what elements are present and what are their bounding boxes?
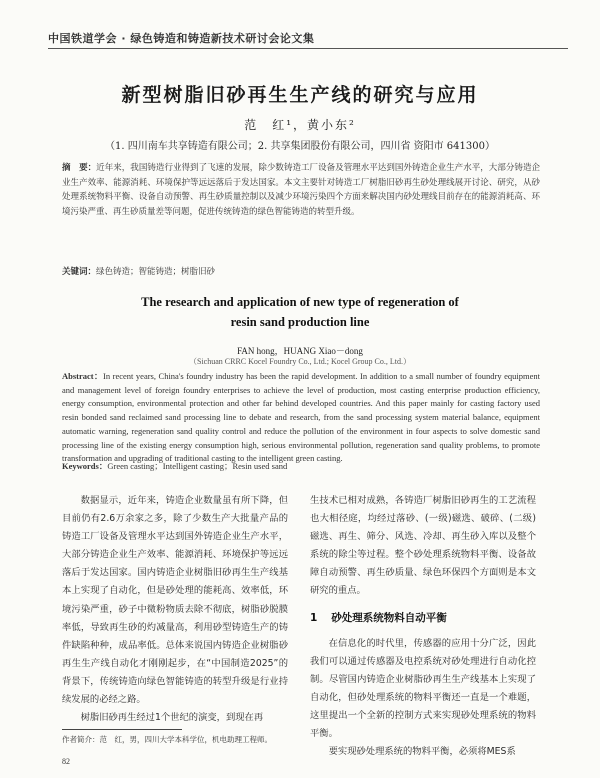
header-rule xyxy=(48,48,568,49)
authors-cn: 范 红¹，黄小东² xyxy=(244,118,356,132)
authors-en: FAN hong，HUANG Xiao－dong xyxy=(237,346,363,356)
affiliation-cn: （1. 四川南车共享铸造有限公司；2. 共享集团股份有限公司，四川省 资阳市 641300） xyxy=(105,141,495,152)
abstract-en-label: Abstract： xyxy=(62,371,103,381)
body-column-right xyxy=(310,492,536,761)
keywords-en-text: Green casting；Intelligent casting；Resin used sand xyxy=(107,461,288,471)
section-title: 砂处理系统物料自动平衡 xyxy=(331,611,447,624)
keywords-cn-text: 绿色铸造；智能铸造；树脂旧砂 xyxy=(96,267,216,277)
abstract-cn xyxy=(62,161,540,219)
author-footnote: 作者简介：范 红，男，四川大学本科学位，机电助理工程师。 xyxy=(62,735,272,744)
abstract-en-text: In recent years, China's foundry industry has been the rapid development. In addition to a small number of foundry equipment and management level of foreign foundry enterprises to achieve the level of production, most casting enterprise production efficiency, energy consumption, environmental protection and other far behind developed countries. And this paper mainly for casting factory used resin bonded sand reclaimed sand processing line to debate and research, from the sand processing system material balance, equipment automatic warning, regeneration sand quality control and reduce the pollution of the environment in four aspects to solve domestic sand processing line of the existing energy consumption high, serious environmental pollution, regeneration sand quality problems, to promote transformation and upgrading of traditional casting to the intelligent green casting. xyxy=(62,371,540,464)
footnote-rule xyxy=(62,729,182,730)
title-en-line1: The research and application of new type of regeneration of xyxy=(141,295,459,309)
keywords-en xyxy=(62,460,540,472)
body-column-left xyxy=(62,492,288,727)
running-header: 中国铁道学会 · 绿色铸造和铸造新技术研讨会论文集 xyxy=(48,32,315,45)
body-paragraph: 要实现砂处理系统的物料平衡，必须将MES系 xyxy=(328,746,516,758)
abstract-cn-label: 摘 要： xyxy=(62,163,97,173)
title-en xyxy=(0,292,600,332)
body-paragraph: 生技术已相对成熟，各铸造厂树脂旧砂再生的工艺流程也大相径庭，均经过落砂、(一级)磁选、破碎、(二级)磁选、再生、筛分、风选、冷却、再生砂入库以及整个系统的除尘等过程。整个砂处理系统物料平衡、设备故障自动预警、再生砂质量、绿色环保四个方面则是本文研究的重点。 xyxy=(310,495,536,597)
body-paragraph: 在信息化的时代里，传感器的应用十分广泛，因此我们可以通过传感器及电控系统对砂处理进行自动化控制。尽管国内铸造企业树脂砂再生生产线基本上实现了自动化，但砂处理系统的物料平衡还一直是一个难题，这里提出一个全新的控制方式来实现砂处理系统的物料平衡。 xyxy=(310,637,536,740)
keywords-en-label: Keywords： xyxy=(62,461,108,471)
affiliation-en: （Sichuan CRRC Kocel Foundry Co., Ltd.; Kocel Group Co., Ltd.） xyxy=(189,357,411,366)
title-cn: 新型树脂旧砂再生生产线的研究与应用 xyxy=(121,84,479,106)
page-number: 82 xyxy=(62,757,70,766)
body-paragraph: 数据显示，近年来，铸造企业数量虽有所下降，但目前仍有2.6万余家之多，除了少数生产大批量产品的铸造工厂设备及管理水平达到国外铸造企业生产水平，大部分铸造企业生产效率、能源消耗、环境保护等远远落后于发达国家。国内铸造企业树脂旧砂再生生产线基本上实现了自动化，但是砂处理的能耗高、效率低，环境污染严重，砂子中微粉物质去除不彻底，树脂砂脱膜率低，导致再生砂的灼减量高，利用砂型铸造生产的铸件缺陷种种，成品率低。总体来说国内铸造企业树脂砂再生生产线自动化才刚刚起步，在“中国制造2025”的背景下，传统铸造向绿色智能铸造的转型升级是行业持续发展的必经之路。 xyxy=(62,495,288,706)
keywords-cn xyxy=(62,265,540,277)
body-paragraph: 树脂旧砂再生经过1个世纪的演变，到现在再 xyxy=(80,712,264,724)
keywords-cn-label: 关键词： xyxy=(62,267,97,277)
section-heading xyxy=(310,609,536,627)
abstract-en xyxy=(62,370,540,466)
abstract-cn-text: 近年来，我国铸造行业得到了飞速的发展，除少数铸造工厂设备及管理水平达到国外铸造企业生产水平，大部分铸造企业生产效率、能源消耗、环境保护等远远落后于发达国家。本文主要针对铸造工厂树脂旧砂再生砂处理线展开讨论、研究，从砂处理系统物料平衡、设备自动预警、再生砂质量控制以及减少环境污染四个方面来解决国内砂处理线目前存在的能源消耗高、环境污染严重、再生砂质量差等问题，促进传统铸造的绿色智能铸造的转型升级。 xyxy=(62,163,540,217)
title-en-line2: resin sand production line xyxy=(230,315,370,329)
section-number: 1 xyxy=(310,611,318,624)
